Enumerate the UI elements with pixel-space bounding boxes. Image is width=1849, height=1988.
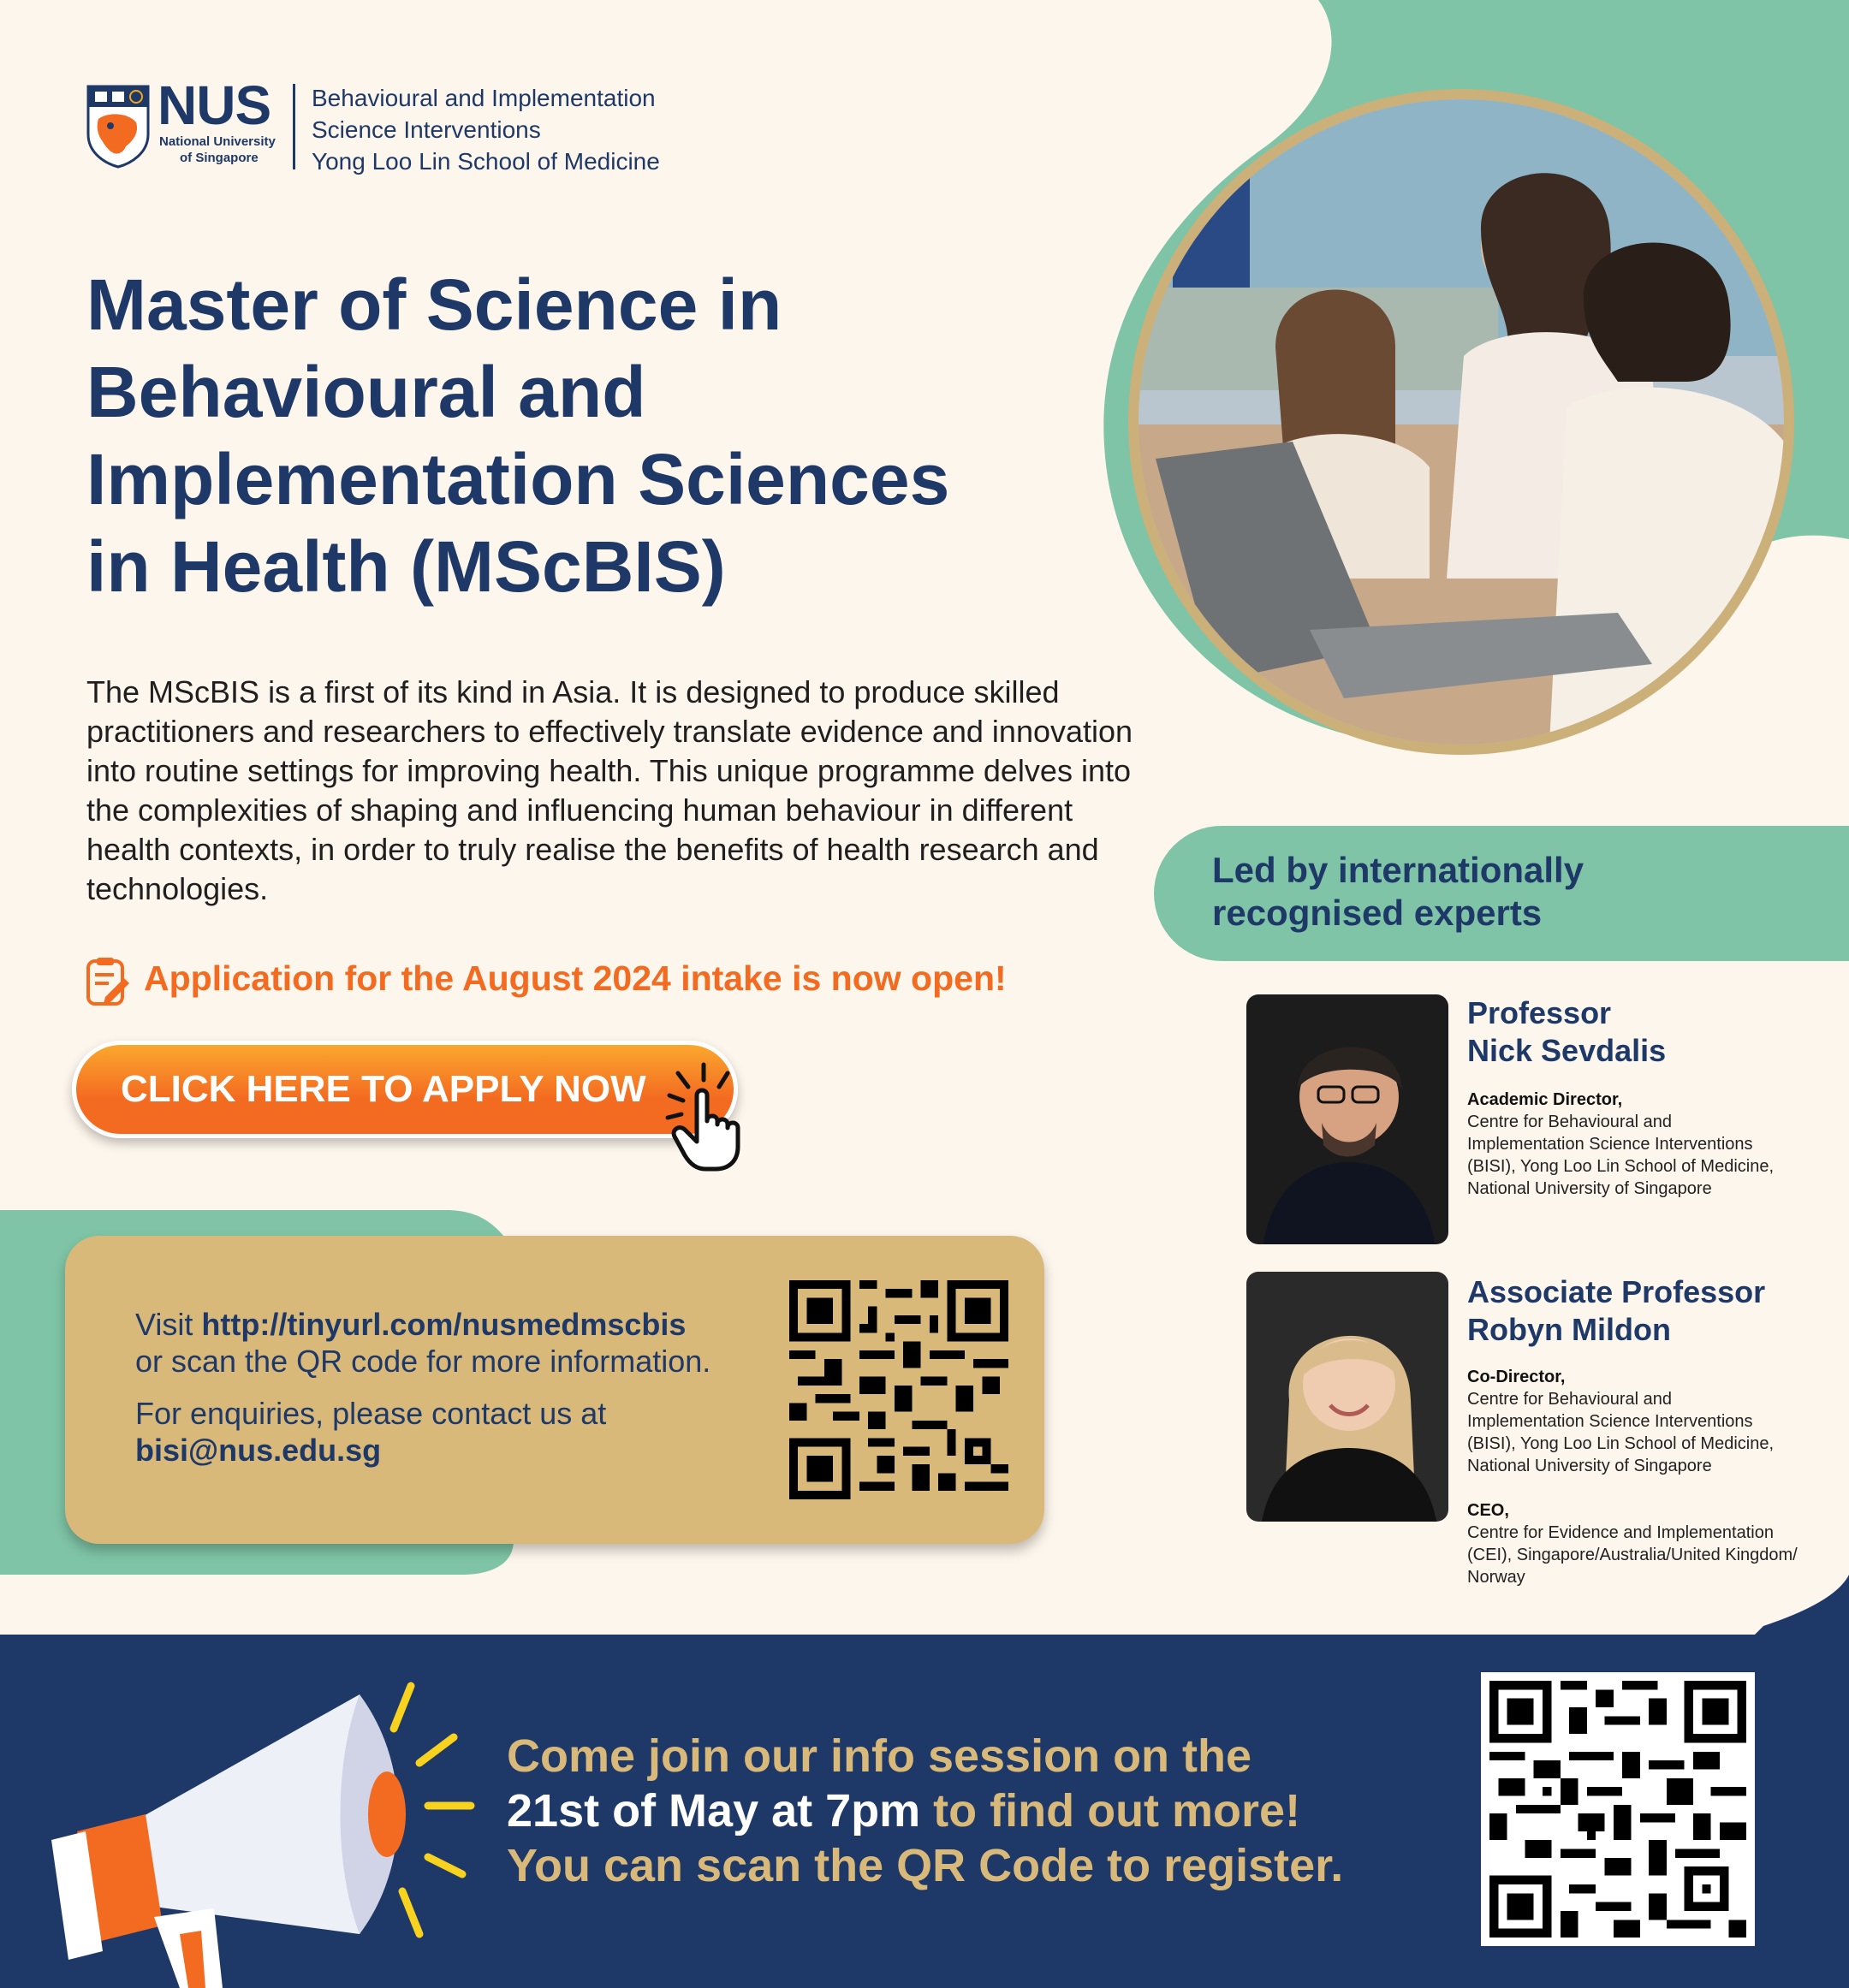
info-session-date: 21st of May at 7pm bbox=[507, 1785, 921, 1837]
visit-line bbox=[135, 1306, 710, 1343]
nus-subtitle bbox=[159, 134, 276, 166]
expert-affiliation-line: National University of Singapore bbox=[1467, 1179, 1712, 1198]
application-notice: Application for the August 2024 intake is now open! bbox=[144, 958, 1007, 998]
visit-info bbox=[135, 1306, 710, 1380]
nus-subtitle-line1: National University bbox=[159, 134, 276, 149]
apply-now-button[interactable]: CLICK HERE TO APPLY NOW bbox=[72, 1041, 738, 1138]
enquiry-text: For enquiries, please contact us at bbox=[135, 1396, 607, 1431]
expert-photo-robyn-mildon bbox=[1246, 1272, 1448, 1522]
expert-affiliation-line: National University of Singapore bbox=[1467, 1457, 1712, 1475]
expert-title: Associate Professor bbox=[1467, 1274, 1766, 1309]
expert-name-robyn-mildon bbox=[1467, 1273, 1765, 1349]
register-qr-code[interactable] bbox=[1489, 1681, 1746, 1938]
experts-heading bbox=[1212, 849, 1584, 935]
expert-name: Robyn Mildon bbox=[1467, 1312, 1671, 1347]
nus-subtitle-line2: of Singapore bbox=[180, 151, 259, 165]
title-line3: Implementation Sciences bbox=[86, 439, 950, 519]
email-link[interactable]: bisi@nus.edu.sg bbox=[135, 1433, 382, 1468]
info-session-line1: Come join our info session on the bbox=[507, 1730, 1252, 1782]
expert-details-robyn-mildon bbox=[1467, 1366, 1798, 1588]
expert-affiliation-line: Norway bbox=[1467, 1568, 1525, 1587]
nus-wordmark: NUS bbox=[158, 74, 271, 136]
expert-affiliation-line: Implementation Science Interventions bbox=[1467, 1135, 1753, 1154]
enquiry-info bbox=[135, 1395, 606, 1469]
info-session-line2-rest: to find out more! bbox=[920, 1785, 1301, 1837]
expert-name: Nick Sevdalis bbox=[1467, 1033, 1667, 1068]
title-line1: Master of Science in bbox=[86, 264, 782, 345]
expert-role: Academic Director, bbox=[1467, 1090, 1623, 1109]
info-qr-code[interactable] bbox=[789, 1280, 1008, 1499]
programme-description: The MScBIS is a first of its kind in Asia. It is designed to produce skilled practitioners and researchers to effectively translate evidence and innovation into routine settings for improving health. This unique programme delves into the complexities of shaping and influencing human behaviour in different health contexts, in order to truly realise the benefits of health research and technologies. bbox=[86, 674, 1133, 906]
expert-affiliation-line: (BISI), Yong Loo Lin School of Medicine, bbox=[1467, 1434, 1775, 1453]
expert-title: Professor bbox=[1467, 995, 1612, 1030]
nus-crest-logo bbox=[86, 85, 150, 169]
expert-affiliation-line: (BISI), Yong Loo Lin School of Medicine, bbox=[1467, 1157, 1775, 1176]
scan-text: or scan the QR code for more information. bbox=[135, 1344, 711, 1379]
expert-photo-portrait bbox=[1246, 1272, 1448, 1522]
expert-details-nick-sevdalis bbox=[1467, 1089, 1774, 1200]
expert-photo-portrait bbox=[1246, 994, 1448, 1244]
title-line2: Behavioural and bbox=[86, 352, 646, 432]
logo-divider bbox=[293, 84, 295, 169]
department-name bbox=[312, 82, 660, 177]
department-line3: Yong Loo Lin School of Medicine bbox=[312, 148, 660, 175]
programme-title bbox=[86, 261, 1114, 610]
expert-role: Co-Director, bbox=[1467, 1368, 1566, 1386]
expert-affiliation-line: Centre for Behavioural and bbox=[1467, 1113, 1673, 1131]
visit-prefix: Visit bbox=[135, 1307, 202, 1342]
department-line2: Science Interventions bbox=[312, 116, 541, 143]
title-line4: in Health (MScBIS) bbox=[86, 526, 726, 607]
department-line1: Behavioural and Implementation bbox=[312, 85, 656, 111]
info-session-text bbox=[507, 1729, 1343, 1893]
application-form-icon bbox=[85, 956, 131, 1007]
info-url-link[interactable]: http://tinyurl.com/nusmedmscbis bbox=[201, 1307, 687, 1342]
expert-affiliation-line: Implementation Science Interventions bbox=[1467, 1412, 1753, 1431]
hero-photo-illustration bbox=[1139, 99, 1784, 745]
megaphone-icon bbox=[51, 1677, 496, 1988]
info-session-line2 bbox=[507, 1783, 1343, 1838]
expert-photo-nick-sevdalis bbox=[1246, 994, 1448, 1244]
expert-affiliation-line: (CEI), Singapore/Australia/United Kingdom/ bbox=[1467, 1546, 1798, 1564]
pointer-hand-icon bbox=[652, 1061, 764, 1172]
experts-heading-line2: recognised experts bbox=[1212, 893, 1543, 933]
info-session-line3: You can scan the QR Code to register. bbox=[507, 1840, 1344, 1891]
expert-affiliation-line: Centre for Evidence and Implementation bbox=[1467, 1523, 1774, 1542]
expert-affiliation-line: Centre for Behavioural and bbox=[1467, 1390, 1673, 1409]
experts-heading-line1: Led by internationally bbox=[1212, 850, 1584, 890]
hero-photo bbox=[1139, 99, 1784, 745]
expert-name-nick-sevdalis bbox=[1467, 994, 1666, 1070]
expert-role: CEO, bbox=[1467, 1501, 1509, 1520]
